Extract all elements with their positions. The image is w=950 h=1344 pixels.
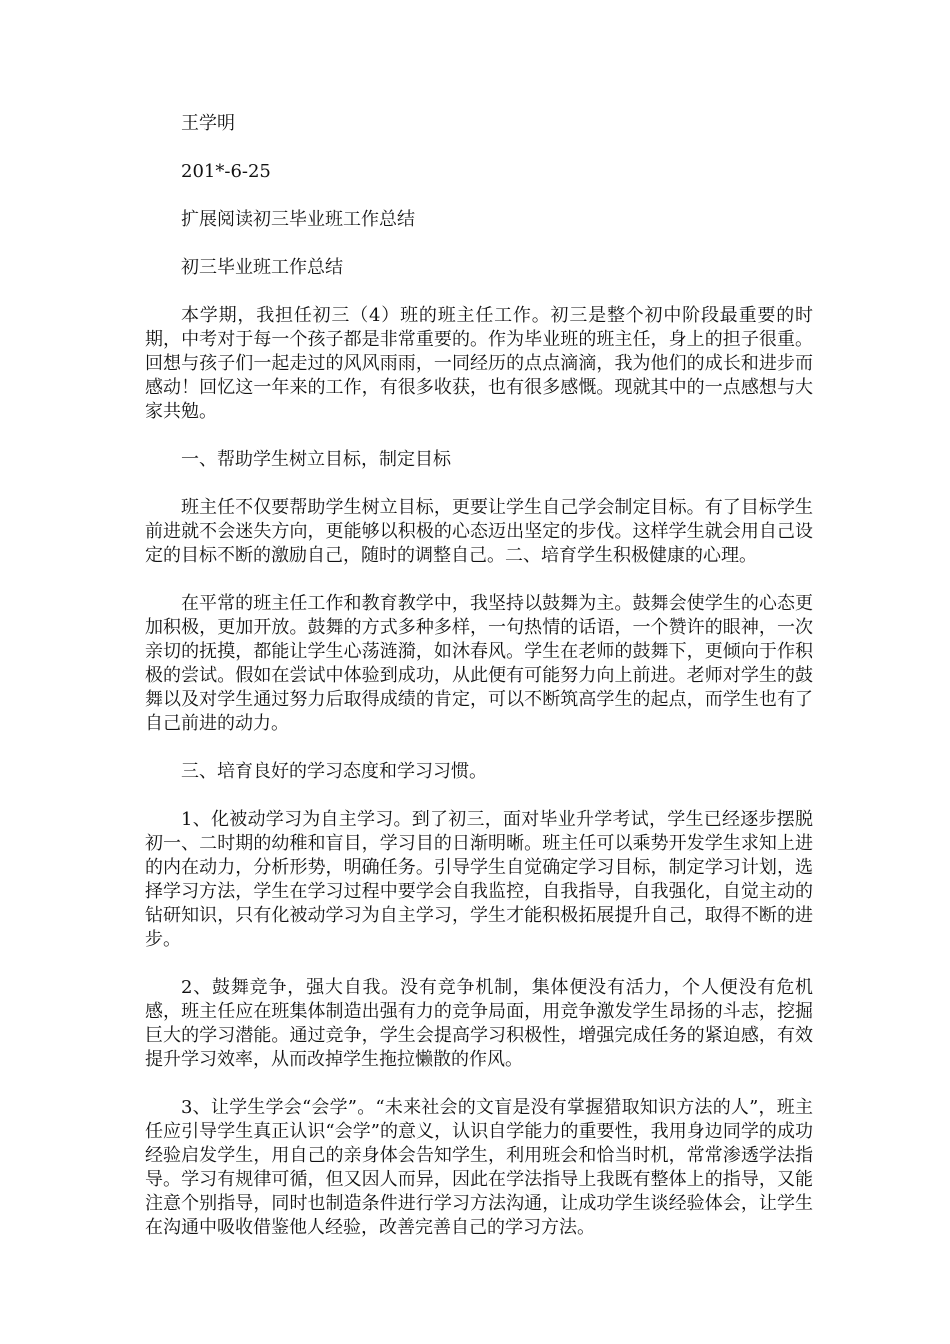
extended-reading-title: 扩展阅读初三毕业班工作总结: [181, 209, 415, 230]
section-3-item-3: 3、让学生学会“会学”。“未来社会的文盲是没有掌握猎取知识方法的人”，班主任应引导学生真正认识“会学”的意义，认识自学能力的重要性，我用身边同学的成功经验启发学生，用自己的亲身体会告知学生，利用班会和恰当时机，常常渗透学法指导。学习有规律可循，但又因人而异，因此在学法指导上我既有整体上的指导，又能注意个别指导，同时也制造条件进行学习方法沟通，让成功学生谈经验体会，让学生在沟通中吸收借鉴他人经验，改善完善自己的学习方法。: [145, 1097, 813, 1238]
section-3-heading: 三、培育良好的学习态度和学习习惯。: [181, 761, 487, 782]
section-3-item-1: 1、化被动学习为自主学习。到了初三，面对毕业升学考试，学生已经逐步摆脱初一、二时期的幼稚和盲目，学习目的日渐明晰。班主任可以乘势开发学生求知上进的内在动力，分析形势，明确任务。引导学生自觉确定学习目标，制定学习计划，选择学习方法，学生在学习过程中要学会自我监控，自我指导，自我强化，自觉主动的钻研知识，只有化被动学习为自主学习，学生才能积极拓展提升自己，取得不断的进步。: [145, 809, 813, 950]
document-page: [145, 112, 813, 1264]
document-date: 201*-6-25: [181, 161, 271, 182]
section-1-paragraph: 班主任不仅要帮助学生树立目标，更要让学生自己学会制定目标。有了目标学生前进就不会迷失方向，更能够以积极的心态迈出坚定的步伐。这样学生就会用自己设定的目标不断的激励自己，随时的调整自己。二、培育学生积极健康的心理。: [145, 497, 813, 566]
section-3-item-2: 2、鼓舞竞争，强大自我。没有竞争机制，集体便没有活力，个人便没有危机感，班主任应在班集体制造出强有力的竞争局面，用竞争激发学生昂扬的斗志，挖掘巨大的学习潜能。通过竞争，学生会提高学习积极性，增强完成任务的紧迫感，有效提升学习效率，从而改掉学生拖拉懒散的作风。: [145, 977, 813, 1070]
document-title: 初三毕业班工作总结: [181, 257, 343, 278]
author-name: 王学明: [181, 113, 235, 134]
section-1-heading: 一、帮助学生树立目标，制定目标: [181, 449, 451, 470]
intro-paragraph: 本学期，我担任初三（4）班的班主任工作。初三是整个初中阶段最重要的时期，中考对于每一个孩子都是非常重要的。作为毕业班的班主任，身上的担子很重。回想与孩子们一起走过的风风雨雨，一同经历的点点滴滴，我为他们的成长和进步而感动！回忆这一年来的工作，有很多收获，也有很多感慨。现就其中的一点感想与大家共勉。: [145, 305, 813, 422]
section-2-paragraph: 在平常的班主任工作和教育教学中，我坚持以鼓舞为主。鼓舞会使学生的心态更加积极，更加开放。鼓舞的方式多种多样，一句热情的话语，一个赞许的眼神，一次亲切的抚摸，都能让学生心荡涟漪，如沐春风。学生在老师的鼓舞下，更倾向于作积极的尝试。假如在尝试中体验到成功，从此便有可能努力向上前进。老师对学生的鼓舞以及对学生通过努力后取得成绩的肯定，可以不断筑高学生的起点，而学生也有了自己前进的动力。: [145, 593, 813, 734]
